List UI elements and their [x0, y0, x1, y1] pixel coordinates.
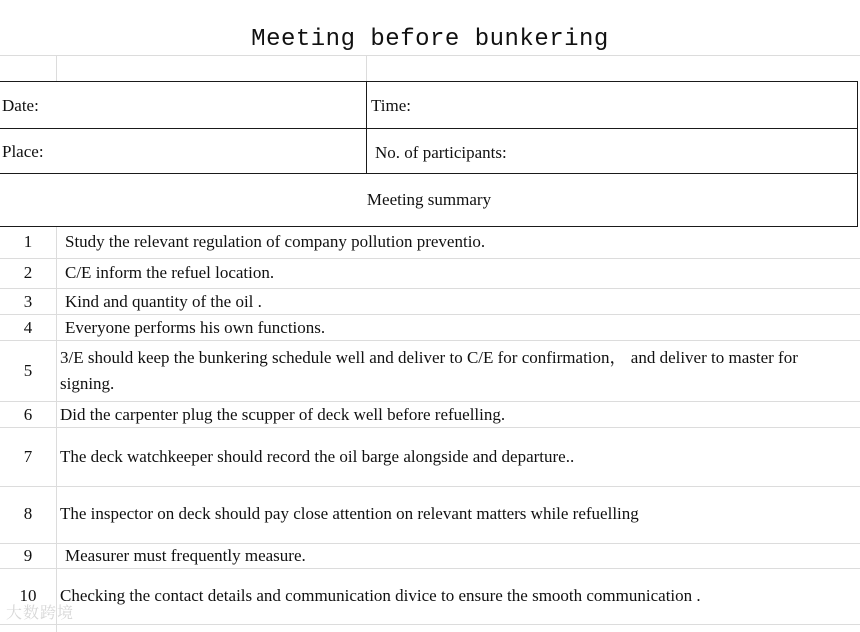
summary-heading: Meeting summary	[366, 190, 492, 209]
item-number: 5	[23, 361, 33, 380]
table-border	[0, 81, 858, 82]
grid-line	[0, 624, 860, 625]
item-text: Measurer must frequently measure.	[65, 546, 306, 565]
table-border	[0, 226, 858, 227]
item-number: 8	[23, 504, 33, 523]
table-border	[366, 81, 367, 174]
item-number: 4	[23, 318, 33, 337]
grid-line	[0, 486, 860, 487]
item-text: The deck watchkeeper should record the oil barge alongside and departure..	[60, 447, 575, 466]
date-label: Date:	[2, 96, 39, 115]
item-number: 3	[23, 292, 33, 311]
table-border	[0, 128, 858, 129]
time-label: Time:	[371, 96, 412, 115]
item-number: 6	[23, 405, 33, 424]
grid-line	[0, 258, 860, 259]
item-number: 9	[23, 546, 33, 565]
grid-line	[56, 55, 57, 81]
table-border	[0, 173, 858, 174]
item-text: Checking the contact details and communication divice to ensure the smooth communication .	[60, 586, 701, 605]
page-title: Meeting before bunkering	[251, 26, 609, 53]
item-number: 7	[23, 447, 33, 466]
item-text: Everyone performs his own functions.	[65, 318, 326, 337]
item-number: 10	[19, 586, 37, 605]
grid-line	[56, 226, 57, 632]
item-text: Kind and quantity of the oil .	[65, 292, 262, 311]
item-text: Study the relevant regulation of company pollution preventio.	[65, 232, 486, 251]
item-number: 2	[23, 263, 33, 282]
place-label: Place:	[2, 142, 44, 161]
grid-line	[366, 55, 367, 81]
item-text: The inspector on deck should pay close attention on relevant matters while refuelling	[60, 504, 639, 523]
item-text: Did the carpenter plug the scupper of deck well before refuelling.	[60, 405, 506, 424]
participants-label: No. of participants:	[375, 143, 507, 162]
item-text: 3/E should keep the bunkering schedule well and deliver to C/E for confirmation， and deliver to master for signing.	[60, 348, 798, 393]
item-text: C/E inform the refuel location.	[65, 263, 275, 282]
watermark: 大数跨境	[6, 603, 75, 622]
item-number: 1	[23, 232, 33, 251]
grid-line	[0, 55, 860, 56]
